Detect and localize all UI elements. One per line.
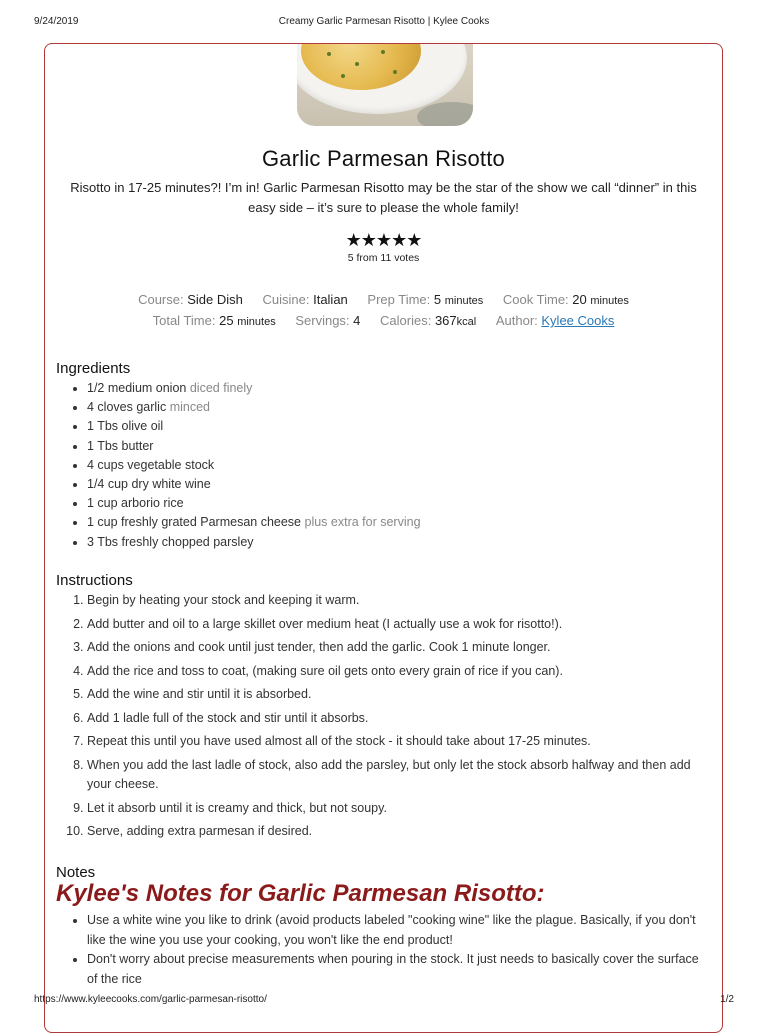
instruction-step: 4. Add the rice and toss to coat, (making sure oil gets onto every grain of rice if you can).: [87, 662, 708, 682]
meta-value: Side Dish: [187, 292, 243, 307]
star-icon[interactable]: ★★★★★: [345, 230, 422, 250]
notes-list: [56, 911, 708, 989]
ingredient-text: 1/4 cup dry white wine: [87, 477, 211, 492]
rating-votes: 5 from 11 votes: [347, 252, 420, 264]
ingredients-list: [56, 379, 708, 552]
meta-label: Calories:: [380, 313, 432, 328]
meta-label: Author:: [495, 313, 538, 328]
meta-value: 367: [434, 313, 457, 328]
ingredient-item: [87, 456, 708, 475]
note-item: • Don't worry about precise measurements when pouring in the stock. It just needs to basically cover the surface of the rice: [87, 950, 708, 989]
meta-total-time: [153, 313, 276, 328]
meta-value: Italian: [313, 292, 348, 307]
ingredients-heading: Ingredients: [56, 360, 131, 377]
ingredient-text: 1 Tbs olive oil: [87, 419, 164, 434]
note-item: • Use a white wine you like to drink (avoid products labeled "cooking wine" like the plague. Basically, if you don't like the wine you use your cooking, you won't like the end product!: [87, 911, 708, 950]
instructions-list: [56, 591, 708, 846]
meta-value: 5: [433, 292, 442, 307]
ingredient-item: [87, 379, 708, 398]
instruction-step: 2. Add butter and oil to a large skillet over medium heat (I actually use a wok for risotto!).: [87, 615, 708, 635]
meta-unit: minutes: [237, 316, 276, 328]
recipe-photo: [297, 43, 473, 126]
instruction-step: 1. Begin by heating your stock and keeping it warm.: [87, 591, 708, 611]
meta-unit: minutes: [590, 295, 629, 307]
ingredient-item: [87, 475, 708, 494]
meta-course: [138, 292, 243, 307]
recipe-meta-row-1: [45, 292, 722, 307]
instruction-step: 8. When you add the last ladle of stock, also add the parsley, but only let the stock absorb halfway and then add your cheese.: [87, 756, 708, 795]
instruction-step: 7. Repeat this until you have used almost all of the stock - it should take about 17-25 minutes.: [87, 732, 708, 752]
ingredient-text: 4 cups vegetable stock: [87, 457, 215, 472]
meta-value: 25: [219, 313, 234, 328]
meta-author: [496, 313, 615, 328]
print-page-number: 1/2: [720, 994, 734, 1005]
ingredient-note: minced: [169, 400, 210, 415]
meta-servings: [295, 313, 360, 328]
ingredient-item: [87, 437, 708, 456]
recipe-title: Garlic Parmesan Risotto: [261, 146, 505, 171]
meta-calories: [380, 313, 476, 328]
ingredient-text: 1/2 medium onion: [87, 381, 187, 395]
recipe-meta-row-2: [45, 313, 722, 328]
ingredient-note: diced finely: [189, 381, 253, 395]
instruction-step: 6. Add 1 ladle full of the stock and stir until it absorbs.: [87, 709, 708, 729]
ingredient-item: [87, 417, 708, 436]
recipe-card: [44, 43, 723, 1033]
author-link[interactable]: Kylee Cooks: [541, 313, 615, 328]
instruction-step: 10. Serve, adding extra parmesan if desired.: [87, 822, 708, 842]
ingredient-item: [87, 513, 708, 532]
meta-value[interactable]: 4: [353, 313, 361, 328]
meta-label: Course:: [138, 292, 184, 307]
instruction-step: 5. Add the wine and stir until it is absorbed.: [87, 685, 708, 705]
meta-value: 20: [572, 292, 587, 307]
print-footer: [0, 994, 768, 1010]
ingredient-text: 3 Tbs freshly chopped parsley: [87, 534, 254, 549]
print-page-title: Creamy Garlic Parmesan Risotto | Kylee Cooks: [278, 16, 490, 27]
notes-heading: Notes: [56, 864, 96, 881]
ingredient-text: 1 cup arborio rice: [87, 496, 184, 511]
meta-prep-time: [367, 292, 483, 307]
notes-title: Kylee's Notes for Garlic Parmesan Risotto:: [56, 880, 545, 907]
print-header: [0, 16, 768, 32]
meta-label: Servings:: [295, 313, 350, 328]
ingredient-note: plus extra for serving: [304, 515, 421, 530]
meta-label: Cook Time:: [502, 292, 569, 307]
meta-cook-time: [503, 292, 629, 307]
recipe-summary: Risotto in 17-25 minutes?! I’m in! Garlic Parmesan Risotto may be the star of the show we call “dinner” in this easy side – it’s sure to please the whole family!: [70, 180, 697, 215]
meta-label: Total Time:: [152, 313, 216, 328]
ingredient-item: [87, 494, 708, 513]
meta-unit: minutes: [444, 295, 484, 307]
ingredient-text: 4 cloves garlic: [87, 400, 167, 415]
ingredient-text: 1 cup freshly grated Parmesan cheese: [87, 515, 302, 530]
ingredient-item: [87, 398, 708, 417]
meta-label: Prep Time:: [367, 292, 431, 307]
instruction-step: 9. Let it absorb until it is creamy and thick, but not soupy.: [87, 799, 708, 819]
rating-stars[interactable]: [45, 230, 722, 251]
instructions-heading: Instructions: [56, 572, 133, 589]
meta-cuisine: [263, 292, 348, 307]
meta-label: Cuisine:: [262, 292, 310, 307]
print-url: https://www.kyleecooks.com/garlic-parmesan-risotto/: [34, 994, 267, 1005]
instruction-step: 3. Add the onions and cook until just tender, then add the garlic. Cook 1 minute longer.: [87, 638, 708, 658]
ingredient-text: 1 Tbs butter: [87, 438, 154, 453]
meta-unit: kcal: [456, 316, 477, 328]
ingredient-item: [87, 533, 708, 552]
print-date: 9/24/2019: [34, 16, 79, 27]
